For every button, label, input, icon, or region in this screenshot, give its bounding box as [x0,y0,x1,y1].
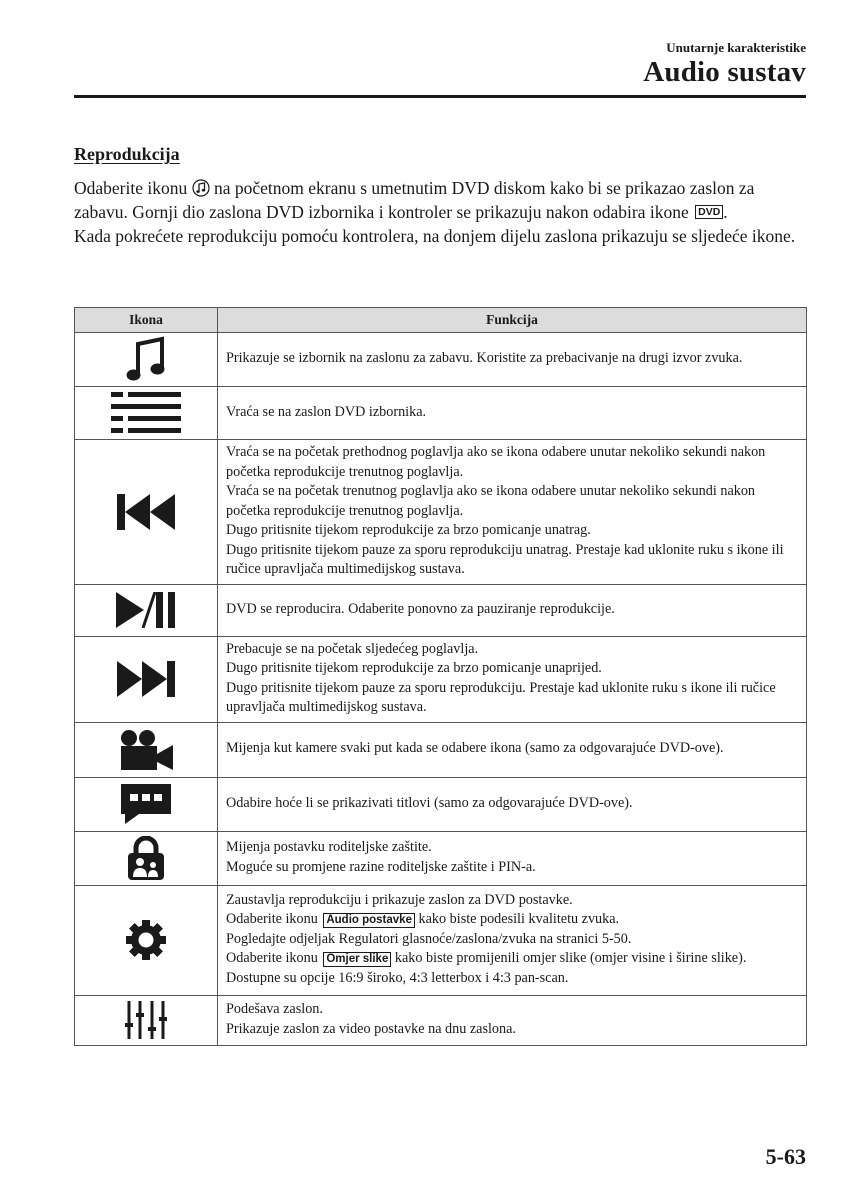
description-cell [218,722,807,777]
music-note-icon [192,179,210,197]
table-row [75,636,807,722]
header-divider [74,95,806,98]
audio-settings-button-label: Audio postavke [323,913,415,928]
description-line: Odabire hoće li se prikazivati titlovi (samo za odgovarajuće DVD-ove). [226,794,633,811]
table-row [75,722,807,777]
column-header-function: Funkcija [218,308,807,333]
icon-cell [75,722,218,777]
icon-cell [75,333,218,387]
description-text: kako biste promijenili omjer slike (omjer visine i širine slike). Dostupne su opcije 16:9 široko, 4:3 letterbox i 4:3 pan-scan. [226,950,747,986]
intro-text-middle: na početnom ekranu s umetnutim DVD diskom kako bi se prikazao zaslon za zabavu. Gornji dio zaslona DVD izbornika i kontroler se prikazuju nakon odabira ikone [74,178,755,222]
description-text: Odaberite ikonu [226,950,318,967]
description-cell [218,885,807,995]
description-line: Moguće su promjene razine roditeljske zaštite i PIN-a. [226,858,536,875]
description-line: Pogledajte odjeljak Regulatori glasnoće/zaslona/zvuka na stranici 5-50. [226,930,632,947]
skip-next-icon [117,661,175,697]
description-cell [218,584,807,636]
table-row [75,885,807,995]
description-line: Dugo pritisnite tijekom reprodukcije za brzo pomicanje unaprijed. [226,660,602,676]
table-row [75,440,807,585]
table-row [75,584,807,636]
description-cell [218,440,807,585]
description-line: Mijenja kut kamere svaki put kada se odabere ikona (samo za odgovarajuće DVD-ove). [226,740,724,757]
column-header-icon: Ikona [75,308,218,333]
description-cell [218,636,807,722]
description-line: Vraća se na zaslon DVD izbornika. [226,403,427,420]
table-row [75,333,807,387]
chapter-label: Unutarnje karakteristike [666,40,806,55]
table-row [75,387,807,440]
table-row [75,831,807,885]
page-number: 5-63 [765,1144,806,1169]
description-line: Prebacuje se na početak sljedećeg poglavlja. [226,640,479,657]
description-line: Dugo pritisnite tijekom pauze za sporu reprodukciju unatrag. Prestaje kad uklonite ruku s ikone ili ručice upravljača multimedijskog sustava. [226,541,784,577]
icon-cell [75,885,218,995]
icon-cell [75,584,218,636]
description-line: Prikazuje zaslon za video postavke na dnu zaslona. [226,1020,516,1037]
intro-paragraph-1 [74,176,809,224]
function-table [74,307,807,1046]
icon-cell [75,777,218,831]
table-row [75,995,807,1045]
dvd-button-label: DVD [695,205,723,219]
equalizer-sliders-icon [125,1001,167,1039]
camera-angle-icon [119,729,173,771]
description-line: DVD se reproducira. Odaberite ponovno za pauziranje reprodukcije. [226,600,615,617]
table-row [75,777,807,831]
icon-cell [75,995,218,1045]
description-line [226,910,796,930]
description-line [226,949,796,988]
description-cell [218,995,807,1045]
description-cell [218,333,807,387]
description-line: Dugo pritisnite tijekom pauze za sporu reprodukciju. Prestaje kad uklonite ruku s ikone ili ručice upravljača multimedijskog sustava. [226,679,776,715]
description-cell [218,831,807,885]
intro-text-start: Odaberite ikonu [74,178,188,198]
description-line: Dugo pritisnite tijekom reprodukcije za brzo pomicanje unatrag. [226,522,591,538]
description-text: kako biste podesili kvalitetu zvuka. [418,911,620,928]
description-line: Vraća se na početak prethodnog poglavlja ako se ikona odabere unutar nekoliko sekundi nakon početka reprodukcije trenutnog poglavlja. [226,444,766,480]
play-pause-icon [116,592,176,628]
music-note-icon [124,336,168,384]
gear-icon [126,920,166,960]
menu-list-icon [111,392,181,434]
icon-cell [75,387,218,440]
page-title: Audio sustav [643,56,806,88]
subtitle-icon [121,784,171,824]
intro-paragraph-2: Kada pokrećete reprodukciju pomoću kontrolera, na donjem dijelu zaslona prikazuju se sljedeće ikone. [74,226,796,246]
description-line: Mijenja postavku roditeljske zaštite. [226,839,432,855]
parental-lock-icon [126,836,166,880]
description-cell [218,777,807,831]
section-heading: Reprodukcija [74,144,180,164]
description-line: Vraća se na početak trenutnog poglavlja ako se ikona odabere unutar nekoliko sekundi nakon početka reprodukcije trenutnog poglavlja. [226,483,756,519]
skip-previous-icon [117,494,175,530]
intro-text [74,176,809,248]
description-line: Zaustavlja reprodukciju i prikazuje zaslon za DVD postavke. [226,891,573,908]
description-cell [218,387,807,440]
intro-period: . [723,202,728,222]
description-line: Podešava zaslon. [226,1001,323,1017]
description-line: Prikazuje se izbornik na zaslonu za zabavu. Koristite za prebacivanje na drugi izvor zvuka. [226,350,743,367]
aspect-ratio-button-label: Omjer slike [323,952,391,967]
icon-cell [75,831,218,885]
icon-cell [75,440,218,585]
description-text: Odaberite ikonu [226,911,318,928]
icon-cell [75,636,218,722]
